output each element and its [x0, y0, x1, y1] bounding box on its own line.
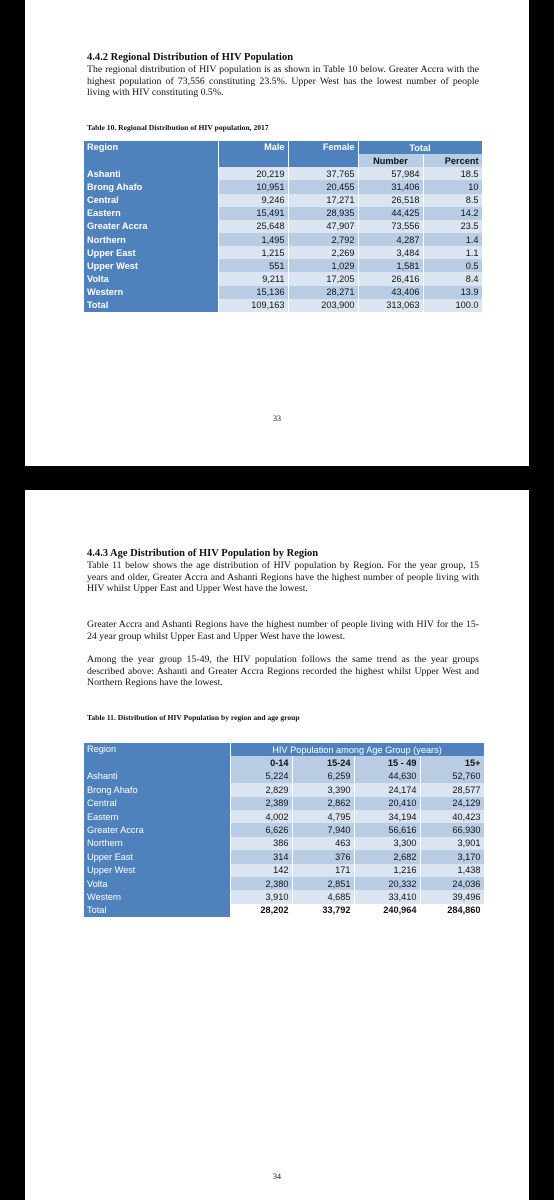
number-cell: 43,406 — [358, 286, 423, 299]
table-row — [84, 837, 484, 850]
age-0-14-cell: 5,224 — [230, 770, 292, 783]
table-row — [84, 864, 484, 877]
percent-cell: 0.5 — [423, 259, 482, 272]
age-15-49-cell: 56,616 — [354, 823, 420, 836]
age-15-49-cell: 20,332 — [354, 877, 420, 890]
percent-cell: 1.1 — [423, 246, 482, 259]
age-0-14-cell: 2,380 — [230, 877, 292, 890]
column-header-female: Female — [288, 141, 358, 167]
number-cell: 4,287 — [358, 233, 423, 246]
age-15-24-cell: 376 — [292, 850, 354, 863]
table-row — [84, 890, 484, 903]
total-row-region-cell: Total — [84, 904, 230, 917]
total-age-15-49-cell: 240,964 — [354, 904, 420, 917]
column-header-percent: Percent — [423, 154, 482, 167]
age-0-14-cell: 4,002 — [230, 810, 292, 823]
age-15-49-cell: 24,174 — [354, 783, 420, 796]
percent-cell: 23.5 — [423, 220, 482, 233]
table-row — [84, 259, 482, 272]
table-10 — [84, 141, 483, 312]
row-region-cell: Brong Ahafo — [84, 180, 218, 193]
column-header-15-24: 15-24 — [292, 756, 354, 769]
row-region-cell: Western — [84, 890, 230, 903]
female-cell: 17,271 — [288, 194, 358, 207]
age-0-14-cell: 3,910 — [230, 890, 292, 903]
column-header-number: Number — [358, 154, 423, 167]
table-row — [84, 233, 482, 246]
age-15-plus-cell: 3,170 — [420, 850, 484, 863]
table-row — [84, 810, 484, 823]
section-paragraph-1: Table 11 below shows the age distribution of HIV population by Region. For the year group, 15 years and older, Greater Accra and Ashanti Regions have the highest number of people living with HIV whilst Upper East and Upper West have the lowest. — [87, 560, 479, 595]
age-15-49-cell: 1,216 — [354, 864, 420, 877]
table-11-caption: Table 11. Distribution of HIV Population by region and age group — [87, 713, 300, 722]
male-cell: 9,246 — [218, 194, 288, 207]
percent-cell: 10 — [423, 180, 482, 193]
row-region-cell: Northern — [84, 837, 230, 850]
age-15-plus-cell: 52,760 — [420, 770, 484, 783]
age-15-24-cell: 4,795 — [292, 810, 354, 823]
section-paragraph-2: Greater Accra and Ashanti Regions have the highest number of people living with HIV for the 15-24 year group whilst Upper East and Upper West have the lowest. — [87, 619, 479, 642]
age-15-49-cell: 2,682 — [354, 850, 420, 863]
row-region-cell: Volta — [84, 272, 218, 285]
age-15-plus-cell: 24,129 — [420, 797, 484, 810]
table-row — [84, 877, 484, 890]
female-cell: 17,205 — [288, 272, 358, 285]
table-header-row — [84, 141, 482, 154]
table-row — [84, 286, 482, 299]
row-region-cell: Greater Accra — [84, 220, 218, 233]
row-region-cell: Central — [84, 797, 230, 810]
column-header-region: Region — [84, 141, 218, 167]
section-paragraph-3: Among the year group 15-49, the HIV population follows the same trend as the year groups described above: Ashanti and Greater Accra Regions recorded the highest whilst Upper West and Northern Regions have the lowest. — [87, 654, 479, 689]
column-header-male: Male — [218, 141, 288, 167]
male-cell: 1,495 — [218, 233, 288, 246]
age-0-14-cell: 2,829 — [230, 783, 292, 796]
number-cell: 26,416 — [358, 272, 423, 285]
document-page-34 — [25, 490, 529, 1200]
number-cell: 57,984 — [358, 167, 423, 180]
age-15-plus-cell: 40,423 — [420, 810, 484, 823]
age-0-14-cell: 6,626 — [230, 823, 292, 836]
female-cell: 2,269 — [288, 246, 358, 259]
age-15-24-cell: 2,862 — [292, 797, 354, 810]
row-region-cell: Eastern — [84, 810, 230, 823]
percent-cell: 1.4 — [423, 233, 482, 246]
row-region-cell: Volta — [84, 877, 230, 890]
male-cell: 15,136 — [218, 286, 288, 299]
table-row — [84, 783, 484, 796]
column-header-region: Region — [84, 743, 230, 770]
female-cell: 28,271 — [288, 286, 358, 299]
number-cell: 313,063 — [358, 299, 423, 312]
table-header-row — [84, 743, 484, 756]
row-region-cell: Upper East — [84, 850, 230, 863]
age-15-49-cell: 34,194 — [354, 810, 420, 823]
row-region-cell: Northern — [84, 233, 218, 246]
table-row — [84, 850, 484, 863]
column-header-0-14: 0-14 — [230, 756, 292, 769]
row-region-cell: Ashanti — [84, 167, 218, 180]
age-0-14-cell: 142 — [230, 864, 292, 877]
column-header-age-group: HIV Population among Age Group (years) — [230, 743, 484, 756]
row-region-cell: Western — [84, 286, 218, 299]
table-row — [84, 272, 482, 285]
age-15-plus-cell: 3,901 — [420, 837, 484, 850]
number-cell: 44,425 — [358, 207, 423, 220]
age-15-plus-cell: 39,496 — [420, 890, 484, 903]
female-cell: 47,907 — [288, 220, 358, 233]
row-region-cell: Total — [84, 299, 218, 312]
total-age-15-plus-cell: 284,860 — [420, 904, 484, 917]
age-15-24-cell: 463 — [292, 837, 354, 850]
column-header-total: Total — [358, 141, 482, 154]
age-15-plus-cell: 66,930 — [420, 823, 484, 836]
number-cell: 73,556 — [358, 220, 423, 233]
table-row — [84, 823, 484, 836]
age-15-49-cell: 20,410 — [354, 797, 420, 810]
number-cell: 31,406 — [358, 180, 423, 193]
percent-cell: 14.2 — [423, 207, 482, 220]
female-cell: 28,935 — [288, 207, 358, 220]
male-cell: 25,648 — [218, 220, 288, 233]
row-region-cell: Brong Ahafo — [84, 783, 230, 796]
age-15-24-cell: 3,390 — [292, 783, 354, 796]
document-page-33 — [25, 0, 529, 466]
table-11 — [84, 743, 485, 917]
age-0-14-cell: 314 — [230, 850, 292, 863]
table-row — [84, 770, 484, 783]
female-cell: 20,455 — [288, 180, 358, 193]
table-row — [84, 180, 482, 193]
number-cell: 3,484 — [358, 246, 423, 259]
section-heading-4-4-2: 4.4.2 Regional Distribution of HIV Population — [87, 52, 294, 63]
table-row — [84, 167, 482, 180]
row-region-cell: Central — [84, 194, 218, 207]
age-15-49-cell: 44,630 — [354, 770, 420, 783]
column-header-15-49: 15 - 49 — [354, 756, 420, 769]
row-region-cell: Eastern — [84, 207, 218, 220]
section-paragraph: The regional distribution of HIV population is as shown in Table 10 below. Greater Accra with the highest population of 73,556 constituting 23.5%. Upper West has the lowest number of people living with HIV constituting 0.5%. — [87, 64, 479, 99]
percent-cell: 100.0 — [423, 299, 482, 312]
number-cell: 26,518 — [358, 194, 423, 207]
female-cell: 203,900 — [288, 299, 358, 312]
age-15-plus-cell: 24,036 — [420, 877, 484, 890]
table-row — [84, 299, 482, 312]
age-15-24-cell: 2,851 — [292, 877, 354, 890]
total-age-15-24-cell: 33,792 — [292, 904, 354, 917]
percent-cell: 13.9 — [423, 286, 482, 299]
female-cell: 1,029 — [288, 259, 358, 272]
female-cell: 37,765 — [288, 167, 358, 180]
table-row — [84, 246, 482, 259]
male-cell: 10,951 — [218, 180, 288, 193]
table-row — [84, 207, 482, 220]
percent-cell: 18.5 — [423, 167, 482, 180]
male-cell: 551 — [218, 259, 288, 272]
male-cell: 20,219 — [218, 167, 288, 180]
male-cell: 15,491 — [218, 207, 288, 220]
age-15-24-cell: 4,685 — [292, 890, 354, 903]
row-region-cell: Greater Accra — [84, 823, 230, 836]
male-cell: 109,163 — [218, 299, 288, 312]
table-row — [84, 194, 482, 207]
age-15-24-cell: 171 — [292, 864, 354, 877]
male-cell: 1,215 — [218, 246, 288, 259]
page-number: 34 — [273, 1172, 281, 1181]
row-region-cell: Upper East — [84, 246, 218, 259]
age-15-24-cell: 7,940 — [292, 823, 354, 836]
age-15-plus-cell: 28,577 — [420, 783, 484, 796]
number-cell: 1,581 — [358, 259, 423, 272]
section-heading-4-4-3: 4.4.3 Age Distribution of HIV Population by Region — [87, 548, 319, 559]
row-region-cell: Upper West — [84, 864, 230, 877]
age-0-14-cell: 386 — [230, 837, 292, 850]
male-cell: 9,211 — [218, 272, 288, 285]
column-header-15-plus: 15+ — [420, 756, 484, 769]
table-row — [84, 220, 482, 233]
age-15-24-cell: 6,259 — [292, 770, 354, 783]
age-15-plus-cell: 1,438 — [420, 864, 484, 877]
table-total-row — [84, 904, 484, 917]
percent-cell: 8.5 — [423, 194, 482, 207]
row-region-cell: Ashanti — [84, 770, 230, 783]
age-15-49-cell: 3,300 — [354, 837, 420, 850]
age-15-49-cell: 33,410 — [354, 890, 420, 903]
age-0-14-cell: 2,389 — [230, 797, 292, 810]
row-region-cell: Upper West — [84, 259, 218, 272]
page-number: 33 — [273, 414, 281, 423]
table-10-caption: Table 10. Regional Distribution of HIV population, 2017 — [87, 123, 269, 132]
total-age-0-14-cell: 28,202 — [230, 904, 292, 917]
percent-cell: 8.4 — [423, 272, 482, 285]
table-row — [84, 797, 484, 810]
female-cell: 2,792 — [288, 233, 358, 246]
